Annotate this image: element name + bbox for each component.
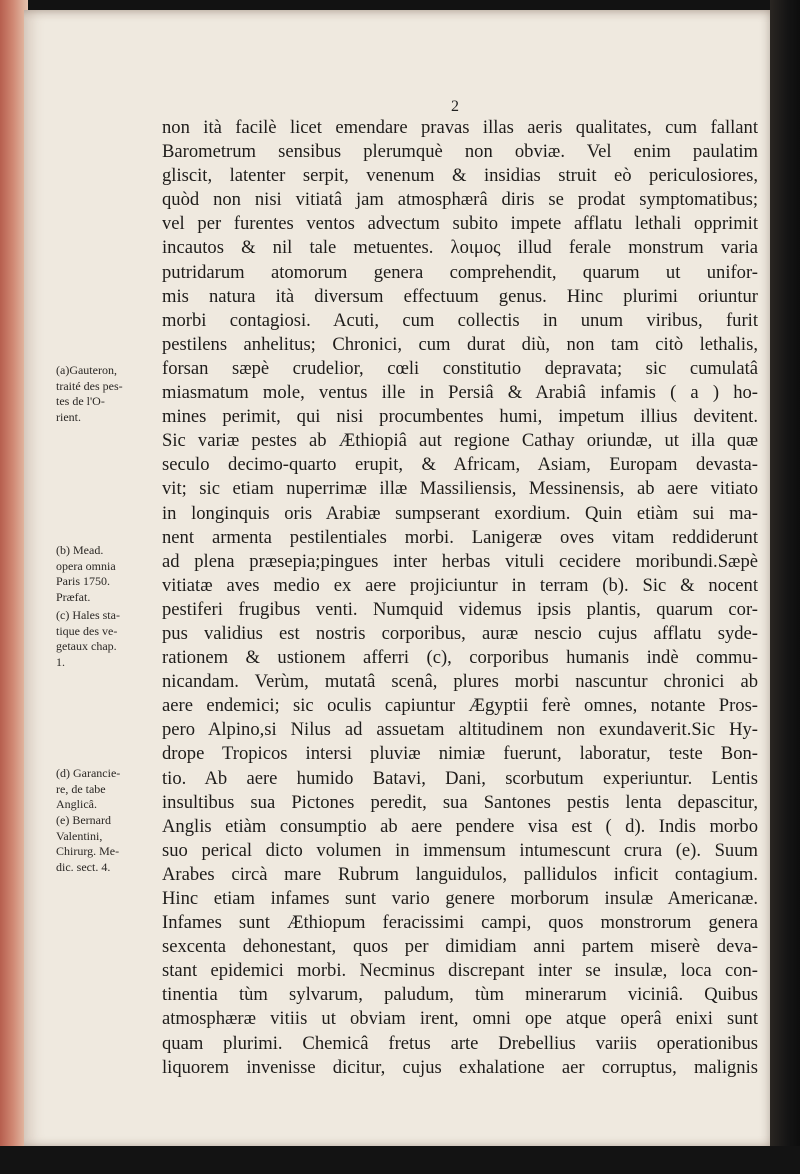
text-line: Anglis etiàm consumptio ab aere pendere visa est ( d). Indis morbo bbox=[162, 815, 758, 837]
note-line: tique des ve- bbox=[56, 623, 118, 638]
margin-note-c bbox=[56, 608, 164, 670]
text-line: sexcenta dehonestant, quos per dimidiam anni partem miserè deva- bbox=[162, 936, 758, 958]
text-line: insultibus sua Pictones peredit, sua Santones pestis lenta depascitur, bbox=[162, 791, 758, 813]
margin-note-d bbox=[56, 766, 164, 813]
text-line: non ità facilè licet emendare pravas illas aeris qualitates, cum fallant bbox=[162, 117, 758, 138]
note-line: (e) Bernard bbox=[56, 813, 111, 827]
note-line: Chirurg. Me- bbox=[56, 844, 120, 858]
text-line: forsan sæpè crudelior, cœli constitutio depravata; sic cumulatâ bbox=[162, 357, 758, 379]
note-line: dic. sect. 4. bbox=[56, 859, 111, 874]
note-line: (a)Gauteron, bbox=[56, 363, 117, 377]
page-number: 2 bbox=[451, 98, 459, 115]
text-line: tio. Ab aere humido Batavi, Dani, scorbutum experiuntur. Lentis bbox=[162, 767, 758, 789]
text-line: suo perical dicto volumen in immensum intumescunt crura (e). Suum bbox=[162, 839, 758, 861]
text-line: Hinc etiam infames sunt vario genere morborum insulæ Americanæ. bbox=[162, 888, 758, 909]
text-line: incautos & nil tale metuentes. λοιμος illud ferale monstrum varia bbox=[162, 237, 758, 259]
scan-bottom-shadow bbox=[0, 1146, 800, 1174]
text-line: pestiferi frugibus venti. Numquid videmus ipsis plantis, quarum cor- bbox=[162, 598, 758, 620]
note-line: Valentini, bbox=[56, 828, 103, 843]
text-line: putridarum atomorum genera comprehendit, quarum ut unifor- bbox=[162, 261, 758, 283]
text-line: tinentia tùm sylvarum, paludum, tùm minerarum viciniâ. Quibus bbox=[162, 984, 758, 1006]
text-line: Infames sunt Æthiopum feracissimi campi, quos monstrorum genera bbox=[162, 912, 758, 934]
text-line: gliscit, latenter serpit, venenum & insidias struit eò periculosiores, bbox=[162, 165, 758, 187]
note-line: Anglicâ. bbox=[56, 797, 97, 811]
main-text bbox=[162, 116, 758, 1080]
text-line: in longinquis oris Arabiæ sumpserant exordium. Quin etiàm sui ma- bbox=[162, 502, 758, 524]
text-line: Barometrum sensibus plerumquè non obviæ. Vel enim paulatim bbox=[162, 141, 758, 163]
note-line: rient. bbox=[56, 409, 81, 424]
text-line: drope Tropicos intersi pluviæ nimiæ fuerunt, laboratur, teste Bon- bbox=[162, 743, 758, 765]
note-line: re, de tabe bbox=[56, 781, 106, 796]
note-line: Præfat. bbox=[56, 589, 91, 604]
text-line: pestilens anhelitus; Chronici, cum durat diù, non tam citò lethalis, bbox=[162, 333, 758, 355]
text-line: mis natura ità diversum effectuum genus. Hinc plurimi oriuntur bbox=[162, 285, 758, 307]
text-line: stant epidemici morbi. Necminus discrepant inter se insulæ, loca con- bbox=[162, 960, 758, 982]
note-line: (c) Hales sta- bbox=[56, 608, 120, 622]
book-gutter-shadow bbox=[770, 0, 800, 1174]
note-line: getaux chap. bbox=[56, 639, 117, 653]
margin-note-b bbox=[56, 543, 164, 605]
text-line: mines perimit, qui nisi procumbentes humi, impetum illius devitent. bbox=[162, 406, 758, 428]
note-line: (b) Mead. bbox=[56, 543, 104, 557]
text-line: pus validius est nostris corporibus, auræ nescio cujus afflatu syde- bbox=[162, 622, 758, 644]
note-line: tes de l'O- bbox=[56, 394, 105, 408]
note-line: 1. bbox=[56, 654, 65, 669]
text-line: nicandam. Verùm, mutatâ scenâ, plures morbi nascuntur chronici ab bbox=[162, 671, 758, 693]
text-line: vel per furentes ventos advectum subito impete afflatu lethali opprimit bbox=[162, 213, 758, 235]
note-line: Paris 1750. bbox=[56, 574, 110, 588]
text-line: pero Alpino,si Nilus ad assuetam altitudinem non exundaverit.Sic Hy- bbox=[162, 719, 758, 741]
text-line: atmosphæræ vitiis ut obviam irent, omni ope atque operâ enixi sunt bbox=[162, 1008, 758, 1030]
note-line: traité des pes- bbox=[56, 378, 123, 393]
note-line: opera omnia bbox=[56, 558, 116, 573]
margin-note-a bbox=[56, 363, 164, 425]
text-line: vitiatæ aves medio ex aere projiciuntur in terram (b). Sic & nocent bbox=[162, 574, 758, 596]
text-line: nent armenta pestilentiales morbi. Lanigeræ oves vitam reddiderunt bbox=[162, 526, 758, 548]
text-line: quam plurimi. Chemicâ fretus arte Drebellius variis operationibus bbox=[162, 1032, 758, 1054]
text-line: aere endemici; sic oculis capiuntur Ægyptii ferè omnes, notante Pros- bbox=[162, 695, 758, 717]
text-line: rationem & ustionem afferri (c), corporibus humanis indè commu- bbox=[162, 647, 758, 669]
text-line: liquorem invenisse dicitur, cujus exhalatione aer corruptus, malignis bbox=[162, 1056, 758, 1078]
text-line: Sic variæ pestes ab Æthiopiâ aut regione Cathay oriundæ, ut illa quæ bbox=[162, 430, 758, 452]
note-line: (d) Garancie- bbox=[56, 766, 121, 780]
text-line: ad plena præsepia;pingues inter herbas vituli cecidere moribundi.Sæpè bbox=[162, 550, 758, 572]
text-line: vit; sic etiam nuperrimæ illæ Massiliensis, Messinensis, ab aere vitiato bbox=[162, 478, 758, 500]
text-line: miasmatum mole, ventus ille in Persiâ & Arabiâ infamis ( a ) ho- bbox=[162, 382, 758, 404]
text-line: quòd non nisi vitiatâ jam atmosphærâ diris se prodat symptomatibus; bbox=[162, 189, 758, 211]
text-line: seculo decimo-quarto erupit, & Africam, Asiam, Europam devasta- bbox=[162, 454, 758, 476]
text-line: morbi contagiosi. Acuti, cum collectis in unum viribus, furit bbox=[162, 309, 758, 331]
text-line: Arabes circà mare Rubrum languidulos, pallidulos inficit contagium. bbox=[162, 863, 758, 885]
margin-note-e bbox=[56, 813, 164, 875]
